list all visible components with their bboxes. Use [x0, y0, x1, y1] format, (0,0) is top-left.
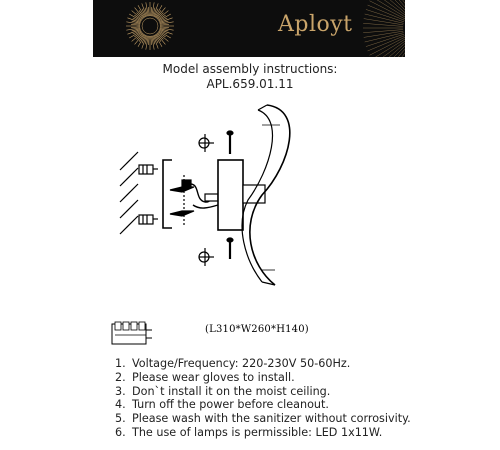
model-code: APL.659.01.11: [206, 77, 294, 91]
brand-name: Aployt: [278, 12, 353, 37]
sunburst-icon: [93, 0, 405, 57]
terminal-block-diagram-icon: [110, 320, 154, 348]
screw-top-icon: [199, 131, 233, 154]
wall-anchor-icon: [120, 152, 158, 234]
terminal-block-icon: [182, 180, 218, 208]
instruction-list: [115, 357, 411, 440]
product-dimensions: (L310*W260*H140): [205, 324, 309, 335]
instruction-item: 3. Don`t install it on the moist ceiling.: [115, 384, 331, 398]
instruction-item: 5. Please wash with the sanitizer without corrosivity.: [115, 412, 411, 426]
brand-banner: [93, 0, 405, 57]
instruction-item: 4. Turn off the power before cleanout.: [115, 398, 329, 412]
model-title: Model assembly instructions:: [162, 62, 338, 76]
instruction-item: 1. Voltage/Frequency: 220-230V 50-60Hz.: [115, 357, 351, 370]
assembly-diagram: [0, 95, 500, 325]
instruction-item: 6. The use of lamps is permissible: LED 1x11W.: [115, 425, 383, 439]
screw-bottom-icon: [199, 238, 233, 266]
instruction-item: 2. Please wear gloves to install.: [115, 370, 295, 384]
